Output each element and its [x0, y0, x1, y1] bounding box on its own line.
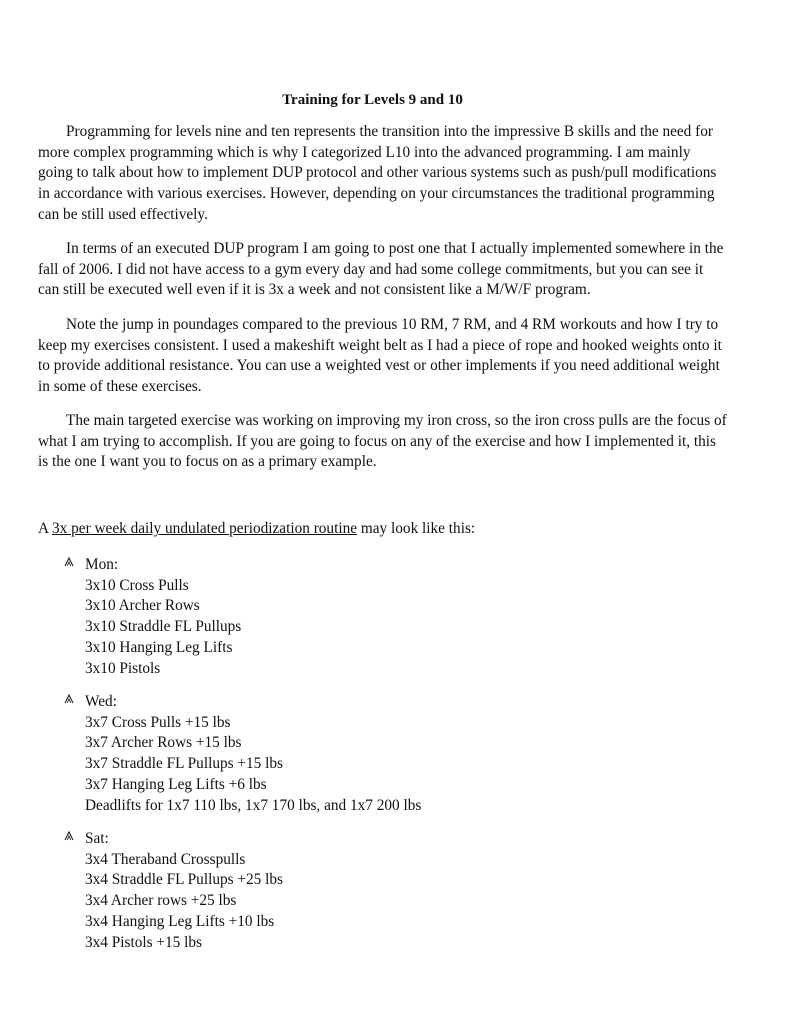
exercise-item: 3x4 Hanging Leg Lifts +10 lbs [85, 912, 275, 930]
routine-link[interactable]: 3x per week daily undulated periodization routine [52, 520, 358, 537]
exercise-item: 3x10 Cross Pulls [85, 576, 189, 594]
exercise-item: 3x10 Archer Rows [85, 597, 200, 615]
exercise-item: 3x7 Archer Rows +15 lbs [85, 734, 242, 752]
routine-intro-suffix: may look like this: [357, 520, 476, 537]
triangle-arrow-bullet-icon [62, 692, 76, 706]
exercise-item: 3x10 Pistols [85, 659, 161, 677]
exercise-item: 3x4 Straddle FL Pullups +25 lbs [85, 871, 284, 889]
day-label: Wed: [85, 693, 117, 710]
exercise-item: 3x10 Hanging Leg Lifts [85, 638, 233, 656]
exercise-item: 3x7 Cross Pulls +15 lbs [85, 713, 231, 731]
paragraph-dup-program: In terms of an executed DUP program I am going to post one that I actually implemented somewhere in the fall of 2006. I did not have access to a gym every day and had some college commitments, but you can see it can still be executed well even if it is 3x a week and not consistent like a M/W/F program. [38, 240, 724, 299]
routine-intro-line [38, 519, 475, 540]
paragraph-intro-programming: Programming for levels nine and ten represents the transition into the impressive B skills and the need for more complex programming which is why I categorized L10 into the advanced programming. I am mainly going to talk about how to implement DUP protocol and other various systems such as push/pull modifications in accordance with various exercises. However, depending on your circumstances the traditional programming can be still used effectively. [38, 123, 717, 223]
exercise-item: 3x7 Straddle FL Pullups +15 lbs [85, 755, 284, 773]
day-body [85, 692, 645, 816]
routine-intro-prefix: A [38, 520, 53, 537]
day-body [85, 829, 645, 953]
exercise-item: 3x7 Hanging Leg Lifts +6 lbs [85, 775, 267, 793]
exercise-item: Deadlifts for 1x7 110 lbs, 1x7 170 lbs, and 1x7 200 lbs [85, 796, 422, 814]
day-label: Mon: [85, 556, 119, 573]
exercise-item: 3x4 Pistols +15 lbs [85, 933, 203, 951]
paragraph-poundages: Note the jump in poundages compared to the previous 10 RM, 7 RM, and 4 RM workouts and how I try to keep my exercises consistent. I used a makeshift weight belt as I had a piece of rope and hooked weights onto it to provide additional resistance. You can use a weighted vest or other implements if you need additional weight in some of these exercises. [38, 316, 722, 396]
exercise-item: 3x4 Archer rows +25 lbs [85, 892, 237, 910]
triangle-arrow-bullet-icon [62, 555, 76, 569]
document-title: Training for Levels 9 and 10 [282, 92, 463, 108]
exercise-item: 3x10 Straddle FL Pullups [85, 618, 242, 636]
day-body [85, 555, 645, 679]
exercise-item: 3x4 Theraband Crosspulls [85, 850, 246, 868]
triangle-arrow-bullet-icon [62, 829, 76, 843]
day-label: Sat: [85, 830, 109, 847]
paragraph-iron-cross: The main targeted exercise was working on improving my iron cross, so the iron cross pulls are the focus of what I am trying to accomplish. If you are going to focus on any of the exercise and how I implemented it, this is the one I want you to focus on as a primary example. [38, 412, 727, 471]
